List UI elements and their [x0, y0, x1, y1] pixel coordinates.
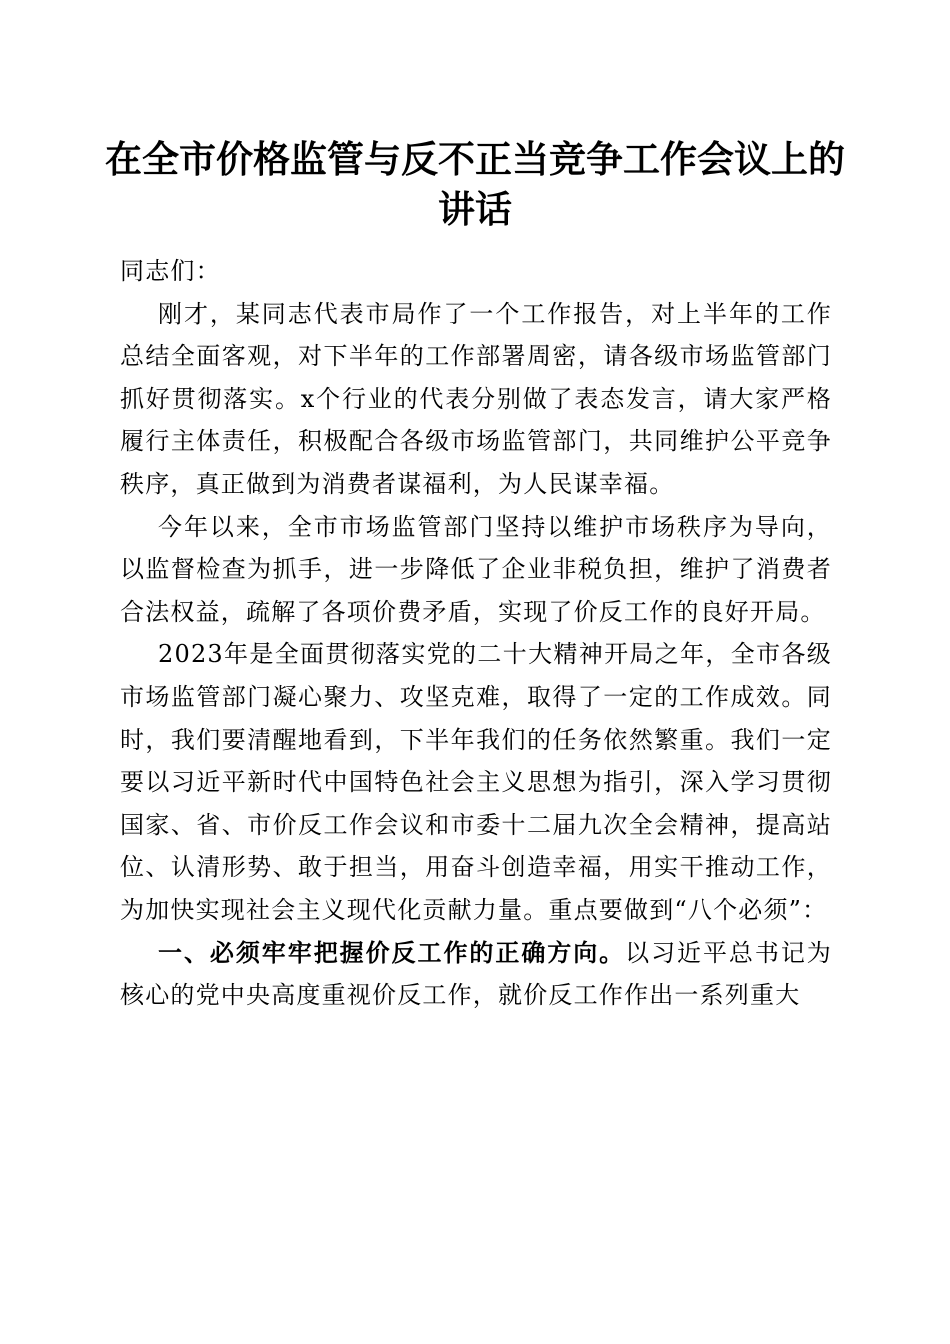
section-1-text: 以习近平总书记为核心的党中央高度重视价反工作，就价反工作作出一系列重大: [120, 938, 832, 1010]
document-body: [120, 250, 832, 1017]
paragraph-section-1: [120, 932, 832, 1017]
paragraph-achievements: 今年以来，全市市场监管部门坚持以维护市场秩序为导向，以监督检查为抓手，进一步降低了企业非税负担，维护了消费者合法权益，疏解了各项价费矛盾，实现了价反工作的良好开局。: [120, 512, 832, 626]
section-1-heading: 一、必须牢牢把握价反工作的正确方向。: [158, 937, 626, 967]
paragraph-tasks: 2023年是全面贯彻落实党的二十大精神开局之年，全市各级市场监管部门凝心聚力、攻坚克难，取得了一定的工作成效。同时，我们要清醒地看到，下半年我们的任务依然繁重。我们一定要以习近平新时代中国特色社会主义思想为指引，深入学习贯彻国家、省、市价反工作会议和市委十二届九次全会精神，提高站位、认清形势、敢于担当，用奋斗创造幸福，用实干推动工作，为加快实现社会主义现代化贡献力量。重点要做到“八个必须”：: [120, 640, 832, 924]
salutation: 同志们：: [120, 257, 221, 285]
document-title: [100, 134, 850, 234]
title-line-1: 在全市价格监管与反不正当竞争工作会议上的: [105, 137, 845, 181]
title-line-2: 讲话: [438, 187, 512, 231]
paragraph-opening: 刚才，某同志代表市局作了一个工作报告，对上半年的工作总结全面客观，对下半年的工作部署周密，请各级市场监管部门抓好贯彻落实。x个行业的代表分别做了表态发言，请大家严格履行主体责任，积极配合各级市场监管部门，共同维护公平竞争秩序，真正做到为消费者谋福利，为人民谋幸福。: [120, 299, 832, 498]
